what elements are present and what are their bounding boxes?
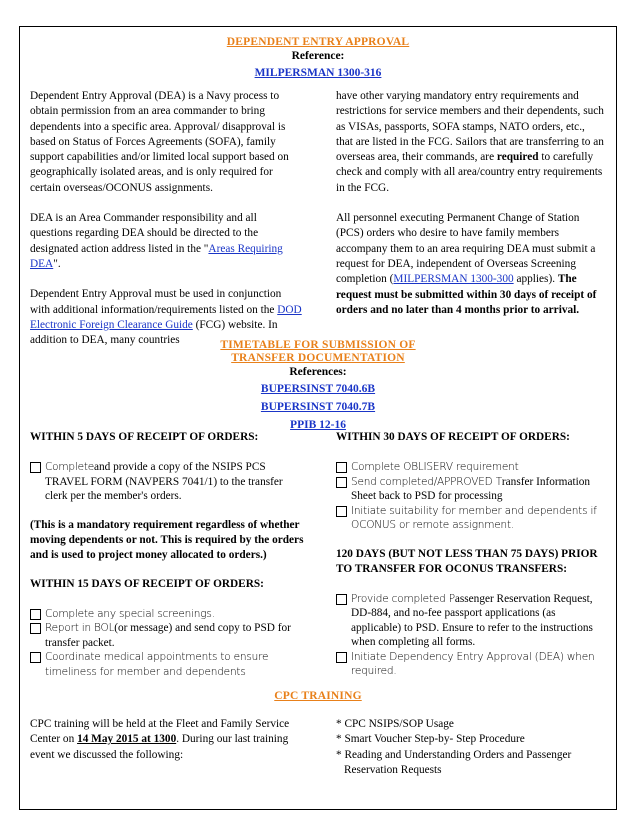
within-15-days-heading: WITHIN 15 DAYS OF RECEIPT OF ORDERS: <box>30 577 264 590</box>
checkbox[interactable] <box>336 477 347 488</box>
checklist-item-nsips-travel-form: Completeand provide a copy of the NSIPS PCS TRAVEL FORM (NAVPERS 7041/1) to the transfer clerk per the member's orders. <box>30 460 306 504</box>
timetable-right-column <box>336 430 606 679</box>
checklist-item-suitability: Initiate suitability for member and dependents if OCONUS or remote assignment. <box>336 504 606 533</box>
bupersinst-7040-7b-link[interactable]: BUPERSINST 7040.7B <box>260 401 376 413</box>
dea-paragraph-1: Dependent Entry Approval (DEA) is a Navy process to obtain permission from an area commander to bring dependents into a specific area. Approval/ disapproval is based on Status of Forces Agreements (SOFA), family support capabilities and/or limited local support based on geographically isolated areas, and is only required for certain overseas/OCONUS assignments. <box>30 90 289 194</box>
checkbox[interactable] <box>336 462 347 473</box>
checklist-item-special-screenings: Complete any special screenings. <box>30 607 306 622</box>
dea-right-column <box>336 89 604 333</box>
dea-title: DEPENDENT ENTRY APPROVAL <box>226 36 410 48</box>
timetable-title-line2: TRANSFER DOCUMENTATION <box>231 352 405 364</box>
timetable-references-label: References: <box>289 366 347 378</box>
cpc-right-column <box>336 717 606 778</box>
list-item: * Smart Voucher Step-by- Step Procedure <box>336 733 525 746</box>
milpersman-1300-300-link[interactable]: MILPERSMAN 1300-300 <box>393 273 514 286</box>
dea-paragraph-4: have other varying mandatory entry requirements and restrictions for service members and their dependents, such as VISAs, passports, SOFA stamps, NATO orders, etc., that are listed in the FCG. Sailors that are transferring to an overseas area, their commands, are required to carefully check and comply with all area/country entry requirements in the FCG. <box>336 90 604 194</box>
dea-deadline-note: The request must be submitted within 30 days of receipt of orders and no later than 4 months prior to arrival. <box>336 273 597 316</box>
dea-paragraph-5: All personnel executing Permanent Change of Station (PCS) orders who desire to have family members accompany them to an area requiring DEA must submit a request for DEA, independent of Overseas Screening completion (MILPERSMAN 1300-300 applies). The request must be submitted within 30 days of receipt of orders and no later than 4 months prior to arrival. <box>336 212 597 316</box>
within-5-days-heading: WITHIN 5 DAYS OF RECEIPT OF ORDERS: <box>30 431 259 443</box>
mandatory-requirement-note: (This is a mandatory requirement regardless of whether moving dependents or not. This is required by the orders and is used to project money allocated to orders.) <box>30 518 304 561</box>
dea-paragraph-3: Dependent Entry Approval must be used in conjunction with additional information/requirements listed on the DOD Electronic Foreign Clearance Guide (FCG) website. In addition to DEA, many countries <box>30 288 302 347</box>
foreign-clearance-guide-link[interactable]: DOD Electronic Foreign Clearance Guide <box>30 303 302 331</box>
checklist-item-report-in-bol: Report in BOL(or message) and send copy to PSD for transfer packet. <box>30 621 306 650</box>
cpc-left-column <box>30 717 302 763</box>
checkbox[interactable] <box>30 462 41 473</box>
checkbox[interactable] <box>336 506 347 517</box>
cpc-header <box>19 690 617 703</box>
list-item: * Reading and Understanding Orders and Passenger Reservation Requests <box>336 748 572 776</box>
bupersinst-7040-6b-link[interactable]: BUPERSINST 7040.6B <box>260 383 376 395</box>
checkbox[interactable] <box>336 594 347 605</box>
timetable-left-column <box>30 430 306 679</box>
ppib-12-16-link[interactable]: PPIB 12-16 <box>290 419 346 431</box>
within-30-days-heading: WITHIN 30 DAYS OF RECEIPT OF ORDERS: <box>336 431 570 443</box>
checklist-item-transfer-info-sheet: Send completed/APPROVED Transfer Information Sheet back to PSD for processing <box>336 475 606 504</box>
timetable-header <box>19 339 617 433</box>
checkbox[interactable] <box>336 652 347 663</box>
milpersman-1300-316-link[interactable]: MILPERSMAN 1300-316 <box>254 67 382 79</box>
dea-left-column <box>30 89 302 363</box>
areas-requiring-dea-link[interactable]: Areas Requiring DEA <box>30 242 283 270</box>
checkbox[interactable] <box>30 609 41 620</box>
dea-paragraph-2: DEA is an Area Commander responsibility and all questions regarding DEA should be directed to the designated action address listed in the "Areas Requiring DEA". <box>30 212 283 270</box>
dea-header <box>19 36 617 81</box>
list-item: * CPC NSIPS/SOP Usage <box>336 718 454 730</box>
cpc-title: CPC TRAINING <box>274 690 362 702</box>
timetable-title-line1: TIMETABLE FOR SUBMISSION OF <box>220 339 416 351</box>
dea-reference-label: Reference: <box>291 50 345 62</box>
oconus-120-days-heading: 120 DAYS (BUT NOT LESS THAN 75 DAYS) PRIOR TO TRANSFER FOR OCONUS TRANSFERS: <box>336 547 598 575</box>
checklist-item-initiate-dea: Initiate Dependency Entry Approval (DEA) when required. <box>336 650 606 679</box>
checkbox[interactable] <box>30 623 41 634</box>
checklist-item-passenger-reservation: Provide completed Passenger Reservation Request, DD-884, and no-fee passport applications (as applicable) to PSD. Ensure to refer to the instructions when completing all forms. <box>336 592 606 650</box>
checklist-item-medical-appointments: Coordinate medical appointments to ensure timeliness for member and dependents <box>30 650 306 679</box>
cpc-date: 14 May 2015 at 1300 <box>77 733 177 746</box>
cpc-description: CPC training will be held at the Fleet and Family Service Center on 14 May 2015 at 1300. During our last training event we discussed the following: <box>30 718 290 761</box>
cpc-topic-list <box>336 717 606 778</box>
checkbox[interactable] <box>30 652 41 663</box>
checklist-item-obliserv: Complete OBLISERV requirement <box>336 460 606 475</box>
